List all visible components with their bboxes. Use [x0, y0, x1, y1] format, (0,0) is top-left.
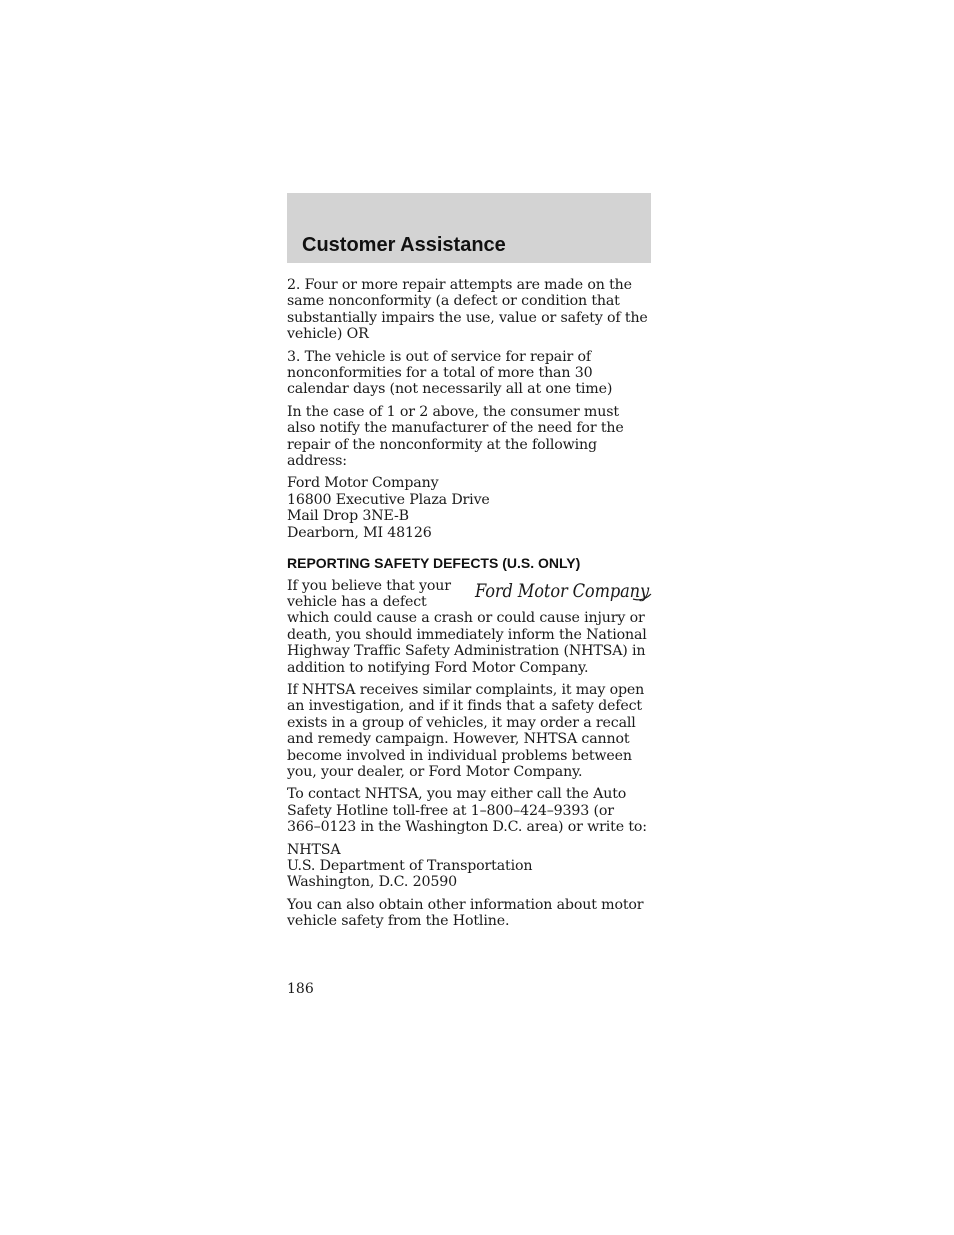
- paragraph-notify-manufacturer: In the case of 1 or 2 above, the consumer must also notify the manufacturer of the need for the repair of the nonconformity at the following address:: [287, 403, 624, 470]
- page-content: [287, 277, 651, 930]
- address-line: U.S. Department of Transportation: [287, 858, 533, 874]
- address-line: Ford Motor Company: [287, 475, 439, 492]
- paragraph-out-of-service: 3. The vehicle is out of service for repair of nonconformities for a total of more than 30 calendar days (not necessarily all at one time): [287, 348, 613, 398]
- ford-motor-company-logo: [473, 576, 655, 606]
- address-line: Dearborn, MI 48126: [287, 524, 432, 541]
- paragraph-text: If you believe that your vehicle has a defect which could cause a crash or could cause injury or death, you should immediately inform the National Highway Traffic Safety Administration (NHTSA) in addition to notifying Ford Motor Company.: [287, 577, 647, 676]
- page-number: 186: [287, 981, 314, 997]
- paragraph-nhtsa-complaints: If NHTSA receives similar complaints, it may open an investigation, and if it finds that a safety defect exists in a group of vehicles, it may order a recall and remedy campaign. However, NHTSA cannot become involved in individual problems between you, your dealer, or Ford Motor Company.: [287, 681, 645, 780]
- logo-script-text: Ford Motor Company: [474, 579, 650, 602]
- paragraph-repair-attempts: 2. Four or more repair attempts are made on the same nonconformity (a defect or condition that substantially impairs the use, value or safety of the vehicle) OR: [287, 277, 648, 343]
- page-title: Customer Assistance: [302, 234, 506, 256]
- section-heading: REPORTING SAFETY DEFECTS (U.S. ONLY): [287, 555, 581, 572]
- address-line: Mail Drop 3NE-B: [287, 508, 409, 525]
- address-line: 16800 Executive Plaza Drive: [287, 491, 490, 508]
- nhtsa-address-block: [287, 842, 651, 891]
- address-line: Washington, D.C. 20590: [287, 874, 457, 891]
- paragraph-believe-defect: [287, 578, 651, 676]
- manual-page: [287, 193, 651, 936]
- paragraph-contact-nhtsa: To contact NHTSA, you may either call the Auto Safety Hotline toll-free at 1–800–424–9393 (or 366–0123 in the Washington D.C. area) or write to:: [287, 786, 647, 836]
- paragraph-hotline-info: You can also obtain other information about motor vehicle safety from the Hotline.: [287, 896, 644, 930]
- section-header-band: [287, 193, 651, 263]
- ford-address-block: [287, 475, 651, 541]
- address-line: NHTSA: [287, 841, 341, 858]
